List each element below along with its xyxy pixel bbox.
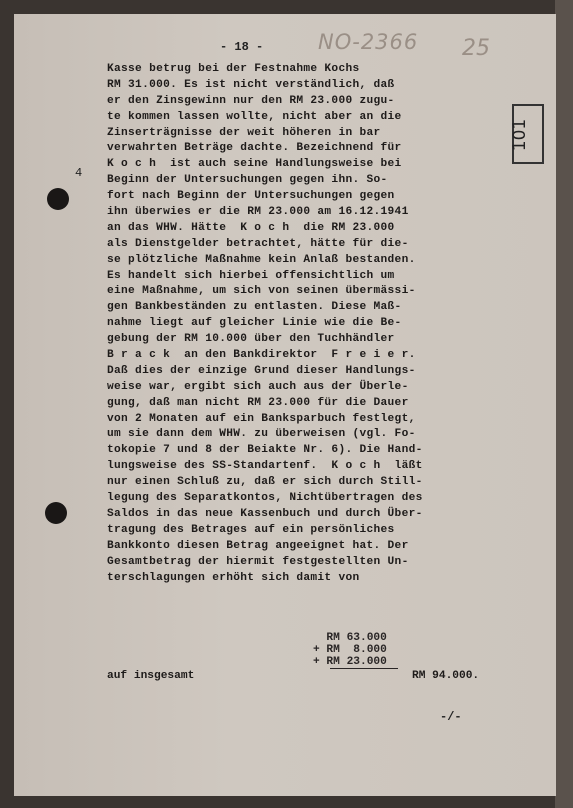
total-value: RM 94.000. [412,670,480,682]
total-label: auf insgesamt [107,670,195,682]
side-stamp-number: 101 [510,118,531,152]
sum-line-2: + RM 8.000 [313,644,387,656]
text-line: verwahrten Beträge dachte. Bezeichnend für [107,142,402,155]
continuation-mark: -/- [440,710,462,724]
text-line: Es handelt sich hierbei offensichtlich um [107,269,395,282]
text-line: Gesamtbetrag der hiermit festgestellten Un- [107,555,409,568]
text-line: ihn überwies er die RM 23.000 am 16.12.1941 [107,206,409,219]
punch-hole-top [47,188,69,210]
text-line: se plötzliche Maßnahme kein Anlaß bestanden. [107,253,416,266]
text-line: legung des Separatkontos, Nichtübertragen des [107,492,423,505]
text-line: weise war, ergibt sich auch aus der Überle- [107,380,409,393]
text-line: gen Bankbeständen zu entlasten. Diese Maß- [107,301,402,314]
side-stamp [512,104,544,164]
text-line: Saldos in das neue Kassenbuch und durch Über- [107,507,423,520]
margin-mark: 4 [75,166,83,180]
punch-hole-bottom [45,502,67,524]
text-line: lungsweise des SS-Standartenf. K o c h läßt [107,460,423,473]
text-line: um sie dann dem WHW. zu überweisen (vgl. Fo- [107,428,416,441]
text-line: Zinserträgnisse der weit höheren in bar [107,126,381,139]
text-line: gebung der RM 10.000 über den Tuchhändler [107,333,395,346]
text-line: von 2 Monaten auf ein Banksparbuch festlegt, [107,412,416,425]
text-line: eine Maßnahme, um sich von seinen übermässi- [107,285,416,298]
text-line: K o c h ist auch seine Handlungsweise bei [107,158,402,171]
text-line: er den Zinsgewinn nur den RM 23.000 zugu- [107,94,395,107]
sum-line-3: + RM 23.000 [313,656,387,668]
text-line: gung, daß man nicht RM 23.000 für die Dauer [107,396,409,409]
text-line: B r a c k an den Bankdirektor F r e i e r. [107,349,416,362]
document-stamp-number: 25 [462,36,490,61]
text-line: Beginn der Untersuchungen gegen ihn. So- [107,174,388,187]
text-line: nahme liegt auf gleicher Linie wie die Be- [107,317,402,330]
text-line: tragung des Betrages auf ein persönliches [107,523,395,536]
body-text [107,62,423,586]
document-stamp: NO-2366 [318,30,419,54]
text-line: te kommen lassen wollte, nicht aber an die [107,110,402,123]
text-line: fort nach Beginn der Untersuchungen gegen [107,190,395,203]
text-line: an das WHW. Hätte K o c h die RM 23.000 [107,221,395,234]
text-line: Kasse betrug bei der Festnahme Kochs [107,63,360,75]
text-line: Bankkonto diesen Betrag angeeignet hat. Der [107,539,409,552]
sum-line-1: RM 63.000 [313,632,387,644]
sum-underline [330,668,398,669]
text-line: nur einen Schluß zu, daß er sich durch Still- [107,476,423,489]
text-line: RM 31.000. Es ist nicht verständlich, daß [107,78,395,91]
text-line: Daß dies der einzige Grund dieser Handlungs- [107,364,416,377]
scan-edge [555,0,573,808]
text-line: tokopie 7 und 8 der Beiakte Nr. 6). Die Hand- [107,444,423,457]
page-number: - 18 - [220,40,264,54]
text-line: terschlagungen erhöht sich damit von [107,571,360,584]
text-line: als Dienstgelder betrachtet, hätte für die- [107,237,409,250]
